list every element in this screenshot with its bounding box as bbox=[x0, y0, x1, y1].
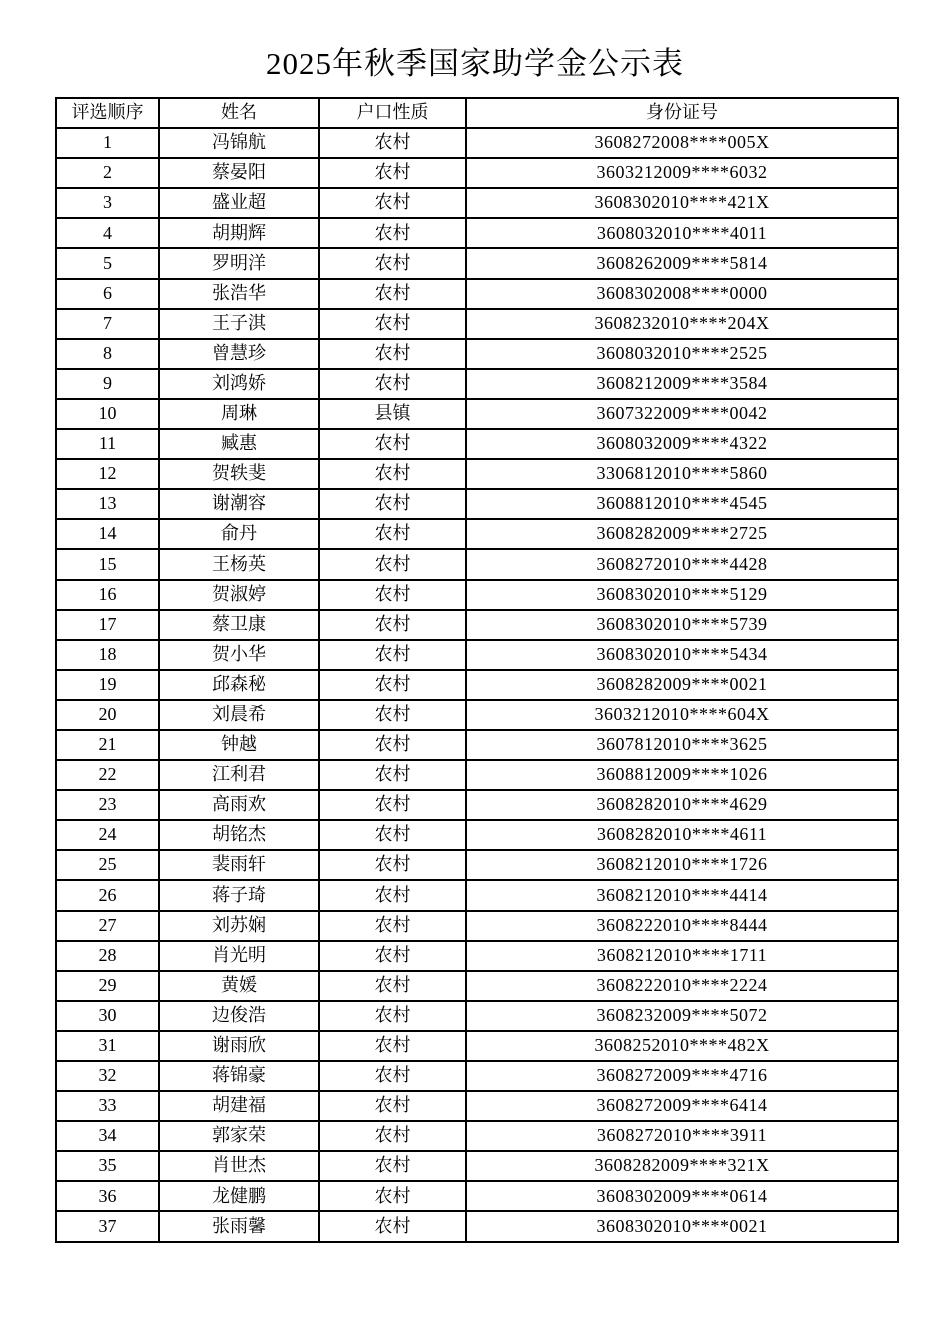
table-row bbox=[56, 1001, 898, 1031]
cell-household: 农村 bbox=[319, 519, 466, 549]
cell-order: 14 bbox=[56, 519, 159, 549]
table-row bbox=[56, 640, 898, 670]
cell-order: 26 bbox=[56, 880, 159, 910]
col-header-household: 户口性质 bbox=[319, 98, 466, 128]
cell-order: 17 bbox=[56, 610, 159, 640]
cell-order: 28 bbox=[56, 941, 159, 971]
table-row bbox=[56, 339, 898, 369]
cell-order: 2 bbox=[56, 158, 159, 188]
cell-order: 13 bbox=[56, 489, 159, 519]
cell-order: 23 bbox=[56, 790, 159, 820]
cell-id-number: 3608222010****2224 bbox=[466, 971, 898, 1001]
cell-id-number: 3608272010****3911 bbox=[466, 1121, 898, 1151]
cell-id-number: 3608222010****8444 bbox=[466, 911, 898, 941]
cell-name: 胡建福 bbox=[159, 1091, 319, 1121]
table-row bbox=[56, 790, 898, 820]
cell-name: 胡期辉 bbox=[159, 218, 319, 248]
cell-name: 周琳 bbox=[159, 399, 319, 429]
cell-name: 蒋锦豪 bbox=[159, 1061, 319, 1091]
table-row bbox=[56, 610, 898, 640]
cell-id-number: 3608212009****3584 bbox=[466, 369, 898, 399]
table-row bbox=[56, 1091, 898, 1121]
table-row bbox=[56, 459, 898, 489]
cell-household: 农村 bbox=[319, 309, 466, 339]
table-row bbox=[56, 760, 898, 790]
cell-household: 农村 bbox=[319, 339, 466, 369]
cell-id-number: 3608302008****0000 bbox=[466, 279, 898, 309]
cell-id-number: 3608282010****4629 bbox=[466, 790, 898, 820]
table-row bbox=[56, 670, 898, 700]
cell-household: 农村 bbox=[319, 880, 466, 910]
cell-order: 29 bbox=[56, 971, 159, 1001]
cell-id-number: 3608282009****321X bbox=[466, 1151, 898, 1181]
cell-household: 农村 bbox=[319, 700, 466, 730]
cell-name: 臧惠 bbox=[159, 429, 319, 459]
cell-household: 农村 bbox=[319, 760, 466, 790]
cell-order: 34 bbox=[56, 1121, 159, 1151]
cell-household: 农村 bbox=[319, 1001, 466, 1031]
cell-order: 18 bbox=[56, 640, 159, 670]
cell-order: 12 bbox=[56, 459, 159, 489]
cell-id-number: 3608032010****4011 bbox=[466, 218, 898, 248]
cell-name: 邱森秘 bbox=[159, 670, 319, 700]
table-row bbox=[56, 218, 898, 248]
table-row bbox=[56, 188, 898, 218]
cell-name: 张雨馨 bbox=[159, 1211, 319, 1241]
cell-id-number: 3607322009****0042 bbox=[466, 399, 898, 429]
cell-household: 农村 bbox=[319, 1151, 466, 1181]
table-row bbox=[56, 730, 898, 760]
cell-id-number: 3608272009****4716 bbox=[466, 1061, 898, 1091]
table-row bbox=[56, 941, 898, 971]
header-row bbox=[56, 98, 898, 128]
table-row bbox=[56, 248, 898, 278]
cell-name: 谢潮容 bbox=[159, 489, 319, 519]
cell-id-number: 3608232010****204X bbox=[466, 309, 898, 339]
cell-household: 县镇 bbox=[319, 399, 466, 429]
cell-name: 盛业超 bbox=[159, 188, 319, 218]
cell-id-number: 3608272009****6414 bbox=[466, 1091, 898, 1121]
cell-order: 8 bbox=[56, 339, 159, 369]
cell-name: 贺小华 bbox=[159, 640, 319, 670]
cell-order: 21 bbox=[56, 730, 159, 760]
cell-name: 郭家荣 bbox=[159, 1121, 319, 1151]
cell-order: 5 bbox=[56, 248, 159, 278]
cell-household: 农村 bbox=[319, 670, 466, 700]
cell-household: 农村 bbox=[319, 1121, 466, 1151]
cell-order: 36 bbox=[56, 1181, 159, 1211]
cell-household: 农村 bbox=[319, 730, 466, 760]
table-row bbox=[56, 519, 898, 549]
cell-order: 7 bbox=[56, 309, 159, 339]
cell-order: 9 bbox=[56, 369, 159, 399]
cell-name: 裴雨轩 bbox=[159, 850, 319, 880]
cell-order: 16 bbox=[56, 580, 159, 610]
table-row bbox=[56, 1121, 898, 1151]
cell-name: 边俊浩 bbox=[159, 1001, 319, 1031]
cell-household: 农村 bbox=[319, 218, 466, 248]
cell-household: 农村 bbox=[319, 1061, 466, 1091]
cell-id-number: 3608232009****5072 bbox=[466, 1001, 898, 1031]
cell-order: 30 bbox=[56, 1001, 159, 1031]
cell-household: 农村 bbox=[319, 610, 466, 640]
cell-id-number: 3608272010****4428 bbox=[466, 549, 898, 579]
cell-id-number: 3608032010****2525 bbox=[466, 339, 898, 369]
cell-id-number: 3608282010****4611 bbox=[466, 820, 898, 850]
table-row bbox=[56, 971, 898, 1001]
cell-household: 农村 bbox=[319, 489, 466, 519]
cell-name: 肖世杰 bbox=[159, 1151, 319, 1181]
col-header-order: 评选顺序 bbox=[56, 98, 159, 128]
cell-id-number: 3608212010****4414 bbox=[466, 880, 898, 910]
cell-name: 谢雨欣 bbox=[159, 1031, 319, 1061]
cell-order: 22 bbox=[56, 760, 159, 790]
table-row bbox=[56, 1031, 898, 1061]
table-row bbox=[56, 429, 898, 459]
cell-name: 贺轶斐 bbox=[159, 459, 319, 489]
cell-household: 农村 bbox=[319, 1031, 466, 1061]
cell-household: 农村 bbox=[319, 580, 466, 610]
cell-id-number: 3607812010****3625 bbox=[466, 730, 898, 760]
cell-id-number: 3608252010****482X bbox=[466, 1031, 898, 1061]
cell-order: 11 bbox=[56, 429, 159, 459]
cell-id-number: 3608302010****5739 bbox=[466, 610, 898, 640]
col-header-id-number: 身份证号 bbox=[466, 98, 898, 128]
cell-name: 罗明洋 bbox=[159, 248, 319, 278]
cell-household: 农村 bbox=[319, 128, 466, 158]
cell-name: 王杨英 bbox=[159, 549, 319, 579]
table-row bbox=[56, 1061, 898, 1091]
cell-id-number: 3608302010****421X bbox=[466, 188, 898, 218]
cell-id-number: 3306812010****5860 bbox=[466, 459, 898, 489]
cell-order: 37 bbox=[56, 1211, 159, 1241]
cell-id-number: 3608302010****5434 bbox=[466, 640, 898, 670]
table-row bbox=[56, 309, 898, 339]
cell-household: 农村 bbox=[319, 941, 466, 971]
cell-name: 王子淇 bbox=[159, 309, 319, 339]
table-row bbox=[56, 158, 898, 188]
cell-id-number: 3608282009****0021 bbox=[466, 670, 898, 700]
cell-order: 19 bbox=[56, 670, 159, 700]
cell-order: 31 bbox=[56, 1031, 159, 1061]
table-row bbox=[56, 369, 898, 399]
cell-order: 4 bbox=[56, 218, 159, 248]
cell-household: 农村 bbox=[319, 279, 466, 309]
table-row bbox=[56, 279, 898, 309]
cell-name: 龙健鹏 bbox=[159, 1181, 319, 1211]
cell-household: 农村 bbox=[319, 248, 466, 278]
cell-order: 1 bbox=[56, 128, 159, 158]
cell-household: 农村 bbox=[319, 850, 466, 880]
cell-name: 肖光明 bbox=[159, 941, 319, 971]
table-row bbox=[56, 700, 898, 730]
cell-name: 贺淑婷 bbox=[159, 580, 319, 610]
cell-order: 3 bbox=[56, 188, 159, 218]
cell-id-number: 3608302009****0614 bbox=[466, 1181, 898, 1211]
cell-name: 冯锦航 bbox=[159, 128, 319, 158]
cell-household: 农村 bbox=[319, 911, 466, 941]
cell-household: 农村 bbox=[319, 790, 466, 820]
cell-id-number: 3608032009****4322 bbox=[466, 429, 898, 459]
cell-order: 6 bbox=[56, 279, 159, 309]
cell-name: 蔡卫康 bbox=[159, 610, 319, 640]
cell-id-number: 3608212010****1726 bbox=[466, 850, 898, 880]
cell-order: 15 bbox=[56, 549, 159, 579]
cell-name: 蔡晏阳 bbox=[159, 158, 319, 188]
cell-name: 胡铭杰 bbox=[159, 820, 319, 850]
table-row bbox=[56, 820, 898, 850]
cell-name: 曾慧珍 bbox=[159, 339, 319, 369]
cell-household: 农村 bbox=[319, 369, 466, 399]
cell-order: 33 bbox=[56, 1091, 159, 1121]
cell-order: 24 bbox=[56, 820, 159, 850]
table-row bbox=[56, 580, 898, 610]
cell-household: 农村 bbox=[319, 188, 466, 218]
cell-order: 35 bbox=[56, 1151, 159, 1181]
cell-household: 农村 bbox=[319, 640, 466, 670]
cell-household: 农村 bbox=[319, 1211, 466, 1241]
table-row bbox=[56, 1151, 898, 1181]
cell-order: 27 bbox=[56, 911, 159, 941]
table-row bbox=[56, 880, 898, 910]
cell-order: 32 bbox=[56, 1061, 159, 1091]
cell-id-number: 3608282009****2725 bbox=[466, 519, 898, 549]
cell-household: 农村 bbox=[319, 1091, 466, 1121]
cell-name: 蒋子琦 bbox=[159, 880, 319, 910]
cell-name: 刘鸿娇 bbox=[159, 369, 319, 399]
cell-id-number: 3608272008****005X bbox=[466, 128, 898, 158]
cell-name: 钟越 bbox=[159, 730, 319, 760]
cell-id-number: 3603212009****6032 bbox=[466, 158, 898, 188]
table-row bbox=[56, 1211, 898, 1241]
grant-table-body bbox=[56, 128, 898, 1241]
cell-household: 农村 bbox=[319, 158, 466, 188]
cell-name: 江利君 bbox=[159, 760, 319, 790]
cell-order: 25 bbox=[56, 850, 159, 880]
cell-id-number: 3608812010****4545 bbox=[466, 489, 898, 519]
grant-table bbox=[55, 97, 899, 1243]
page-title: 2025年秋季国家助学金公示表 bbox=[266, 46, 684, 81]
table-row bbox=[56, 911, 898, 941]
cell-name: 张浩华 bbox=[159, 279, 319, 309]
table-row bbox=[56, 549, 898, 579]
table-row bbox=[56, 850, 898, 880]
cell-id-number: 3608302010****5129 bbox=[466, 580, 898, 610]
cell-household: 农村 bbox=[319, 1181, 466, 1211]
cell-name: 高雨欢 bbox=[159, 790, 319, 820]
cell-name: 黄媛 bbox=[159, 971, 319, 1001]
cell-household: 农村 bbox=[319, 429, 466, 459]
col-header-name: 姓名 bbox=[159, 98, 319, 128]
cell-id-number: 3608812009****1026 bbox=[466, 760, 898, 790]
cell-order: 10 bbox=[56, 399, 159, 429]
cell-id-number: 3608212010****1711 bbox=[466, 941, 898, 971]
cell-household: 农村 bbox=[319, 971, 466, 1001]
table-row bbox=[56, 489, 898, 519]
cell-id-number: 3608262009****5814 bbox=[466, 248, 898, 278]
cell-order: 20 bbox=[56, 700, 159, 730]
cell-household: 农村 bbox=[319, 549, 466, 579]
table-row bbox=[56, 1181, 898, 1211]
cell-household: 农村 bbox=[319, 459, 466, 489]
cell-id-number: 3608302010****0021 bbox=[466, 1211, 898, 1241]
cell-name: 刘晨希 bbox=[159, 700, 319, 730]
grant-table-header bbox=[56, 98, 898, 128]
cell-name: 俞丹 bbox=[159, 519, 319, 549]
cell-id-number: 3603212010****604X bbox=[466, 700, 898, 730]
table-row bbox=[56, 399, 898, 429]
cell-household: 农村 bbox=[319, 820, 466, 850]
cell-name: 刘苏娴 bbox=[159, 911, 319, 941]
table-row bbox=[56, 128, 898, 158]
